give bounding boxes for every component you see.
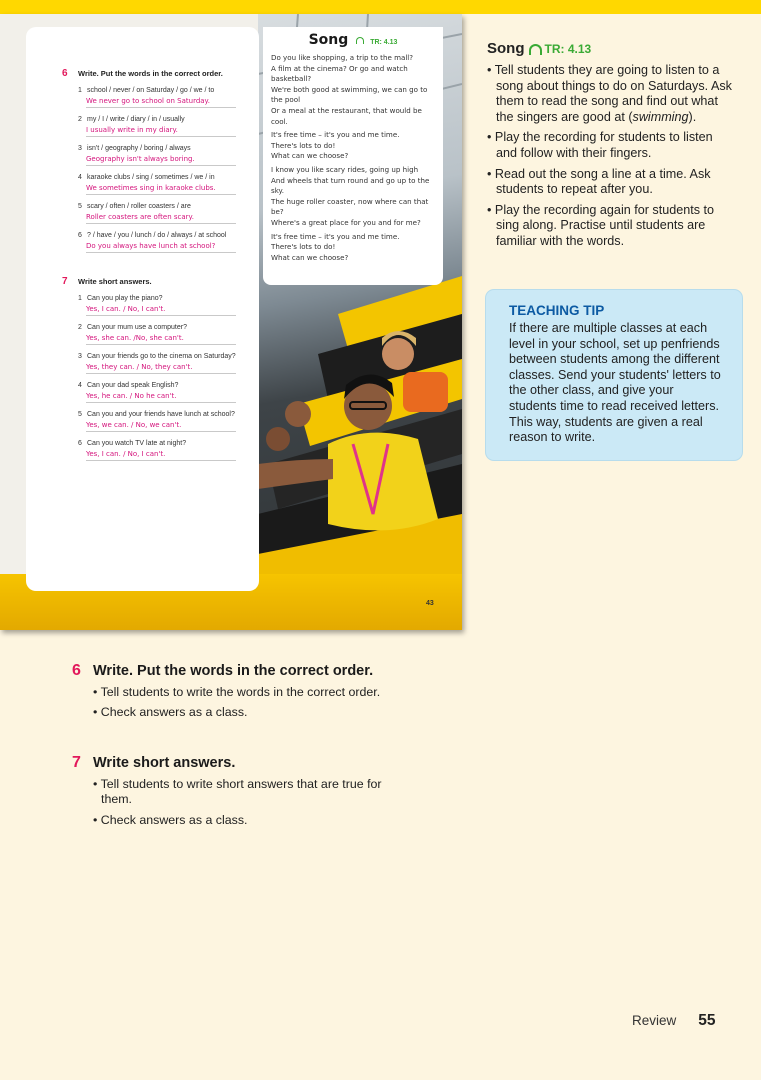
notes-exercise-6 bbox=[72, 662, 402, 726]
notes-number: 7 bbox=[72, 754, 81, 771]
answer-line: Yes, I can. / No, I can't. bbox=[86, 304, 236, 316]
song-line: We're both good at swimming, we can go to the pool bbox=[271, 84, 428, 105]
answer-line: Geography isn't always boring. bbox=[86, 154, 236, 166]
question bbox=[78, 381, 252, 390]
notes-heading bbox=[72, 754, 402, 772]
notes-title: Write. Put the words in the correct order. bbox=[93, 663, 374, 679]
song-line: The huge roller coaster, now where can that be? bbox=[271, 196, 429, 217]
question-number: 5 bbox=[78, 203, 82, 210]
question bbox=[78, 323, 252, 332]
exercise-number: 6 bbox=[62, 68, 68, 79]
bullet-text: Play the recording again for students to sing along. Practise until students are familiar with the words. bbox=[494, 202, 715, 248]
question-text: Can you and your friends have lunch at school? bbox=[87, 411, 235, 418]
exercise-number: 7 bbox=[62, 276, 68, 287]
song-stanza bbox=[271, 53, 435, 127]
song-line: A film at the cinema? Or go and watch basketball? bbox=[271, 63, 408, 84]
question-number: 5 bbox=[78, 411, 82, 418]
exercise-7 bbox=[62, 276, 252, 461]
headphones-icon bbox=[356, 37, 364, 44]
question-number: 3 bbox=[78, 353, 82, 360]
exercise-6-heading bbox=[62, 68, 252, 79]
question-number: 2 bbox=[78, 116, 82, 123]
question-number: 4 bbox=[78, 382, 82, 389]
teacher-song-notes bbox=[487, 40, 737, 255]
answer-line: Yes, she can. /No, she can't. bbox=[86, 333, 236, 345]
question-number: 3 bbox=[78, 145, 82, 152]
answer-line: Yes, they can. / No, they can't. bbox=[86, 362, 236, 374]
song-notes-heading bbox=[487, 40, 737, 57]
list-item: • Tell students to write short answers that are true for them. bbox=[93, 777, 402, 808]
question-number: 2 bbox=[78, 324, 82, 331]
notes-exercise-7 bbox=[72, 754, 402, 833]
song-title: Song bbox=[308, 32, 349, 48]
song-notes-list bbox=[487, 63, 737, 250]
question-text: school / never / on Saturday / go / we / to bbox=[87, 87, 215, 94]
answer-line: Do you always have lunch at school? bbox=[86, 241, 236, 253]
answer-line: Yes, we can. / No, we can't. bbox=[86, 420, 236, 432]
question bbox=[78, 144, 252, 153]
song-line: And wheels that turn round and go up to the sky. bbox=[271, 175, 430, 196]
song-line: What can we choose? bbox=[271, 252, 349, 262]
question-text: isn't / geography / boring / always bbox=[87, 145, 191, 152]
answer-line: We never go to school on Saturday. bbox=[86, 96, 236, 108]
song-line: There's lots to do! bbox=[271, 242, 336, 252]
bullet-text: Play the recording for students to listen and follow with their fingers. bbox=[494, 130, 713, 160]
question bbox=[78, 202, 252, 211]
song-heading bbox=[271, 31, 435, 49]
bullet-emphasis: swimming bbox=[632, 109, 689, 124]
song-line: I know you like scary rides, going up high bbox=[271, 164, 419, 174]
song-line: There's lots to do! bbox=[271, 140, 336, 150]
list-item bbox=[487, 167, 737, 198]
page-footer bbox=[632, 1012, 716, 1030]
question bbox=[78, 410, 252, 419]
teaching-tip-box bbox=[486, 290, 742, 460]
list-item: • Tell students to write the words in the correct order. bbox=[93, 685, 402, 700]
song-line: It's free time – it's you and me time. bbox=[271, 231, 400, 241]
question bbox=[78, 86, 252, 95]
song-line: Where's a great place for you and for me? bbox=[271, 217, 421, 227]
answer-line: Yes, he can. / No he can't. bbox=[86, 391, 236, 403]
student-book-page bbox=[0, 14, 462, 630]
footer-label: Review bbox=[632, 1013, 677, 1028]
question-number: 4 bbox=[78, 174, 82, 181]
song-line: What can we choose? bbox=[271, 151, 349, 161]
exercise-title: Write. Put the words in the correct order. bbox=[78, 69, 223, 78]
bullet-text: Tell students they are going to listen to a song about things to do on Saturdays. Ask them to read the song and find out what the singers are good at ( bbox=[494, 63, 732, 124]
answer-line: Yes, I can. / No, I can't. bbox=[86, 449, 236, 461]
song-card bbox=[263, 27, 443, 285]
bullet-text: Read out the song a line at a time. Ask students to repeat after you. bbox=[494, 166, 711, 197]
question bbox=[78, 115, 252, 124]
notes-number: 6 bbox=[72, 662, 81, 679]
question-text: Can your friends go to the cinema on Saturday? bbox=[87, 353, 236, 360]
song-stanza bbox=[271, 130, 435, 162]
bullet-text-end: ). bbox=[688, 109, 697, 124]
notes-title: Write short answers. bbox=[93, 755, 236, 771]
question-text: karaoke clubs / sing / sometimes / we / in bbox=[87, 174, 215, 181]
question-number: 6 bbox=[78, 440, 82, 447]
question bbox=[78, 294, 252, 303]
question-number: 1 bbox=[78, 87, 82, 94]
notes-list bbox=[93, 777, 402, 828]
question-text: Can your mum use a computer? bbox=[87, 324, 187, 331]
exercise-6 bbox=[62, 68, 252, 253]
question-number: 1 bbox=[78, 295, 82, 302]
list-item: • Check answers as a class. bbox=[93, 813, 402, 828]
question-text: ? / have / you / lunch / do / always / at school bbox=[87, 232, 227, 239]
teaching-tip-title: TEACHING TIP bbox=[509, 303, 605, 318]
song-lyrics bbox=[271, 53, 435, 263]
list-item: • Check answers as a class. bbox=[93, 705, 402, 720]
song-stanza bbox=[271, 232, 435, 264]
teaching-tip-text: If there are multiple classes at each level in your school, set up penfriends between students among the different classes. Send your students' letters to the other class, and give your students time to read received letters. This way, students are given a real reason to write. bbox=[509, 321, 721, 445]
list-item bbox=[487, 63, 737, 125]
exercise-7-heading bbox=[62, 276, 252, 287]
song-line: Do you like shopping, a trip to the mall? bbox=[271, 53, 414, 62]
exercise-title: Write short answers. bbox=[78, 277, 152, 286]
list-item bbox=[487, 203, 737, 250]
question-text: scary / often / roller coasters / are bbox=[87, 203, 191, 210]
question-number: 6 bbox=[78, 232, 82, 239]
question bbox=[78, 173, 252, 182]
list-item bbox=[487, 130, 737, 161]
question bbox=[78, 352, 252, 361]
question-text: Can your dad speak English? bbox=[87, 382, 179, 389]
question bbox=[78, 439, 252, 448]
top-accent-bar bbox=[0, 0, 761, 14]
page-number: 55 bbox=[698, 1012, 716, 1029]
headphones-icon bbox=[529, 44, 542, 55]
question bbox=[78, 231, 252, 240]
answer-line: We sometimes sing in karaoke clubs. bbox=[86, 183, 236, 195]
notes-list bbox=[93, 685, 402, 721]
song-stanza bbox=[271, 165, 435, 229]
song-notes-track: TR: 4.13 bbox=[544, 41, 592, 56]
song-notes-title: Song bbox=[487, 40, 525, 57]
song-line: Or a meal at the restaurant, that would be cool. bbox=[271, 105, 422, 126]
answer-line: I usually write in my diary. bbox=[86, 125, 236, 137]
song-track: TR: 4.13 bbox=[370, 39, 398, 46]
question-text: my / I / write / diary / in / usually bbox=[87, 116, 185, 123]
question-text: Can you play the piano? bbox=[87, 295, 163, 302]
notes-heading bbox=[72, 662, 402, 680]
question-text: Can you watch TV late at night? bbox=[87, 440, 187, 447]
student-page-number: 43 bbox=[426, 600, 434, 607]
song-line: It's free time – it's you and me time. bbox=[271, 130, 400, 140]
answer-line: Roller coasters are often scary. bbox=[86, 212, 236, 224]
